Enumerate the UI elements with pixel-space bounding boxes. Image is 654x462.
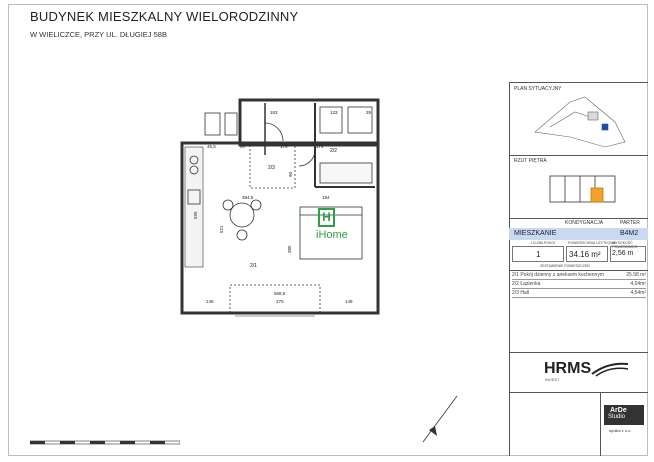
arde-logo <box>604 405 644 425</box>
mieszkanie-code: B4M2 <box>620 230 639 237</box>
dim-45-5: 45,5 <box>207 144 216 149</box>
dim-179: 179 <box>280 144 288 149</box>
kondygnacja-label: KONDYGNACJA <box>565 220 604 226</box>
room-name: 2/1 Pokój dzienny z aneksem kuchennym <box>512 272 604 278</box>
arde-sub: spółka z o.o. <box>609 428 632 433</box>
divider <box>600 392 601 456</box>
dim-599: 599 <box>193 211 198 219</box>
height-value: 2,56 m <box>612 250 634 257</box>
room-list-item <box>512 280 646 289</box>
room-area: 25.58 m² <box>626 272 646 278</box>
ihome-name: iHome <box>316 229 348 241</box>
room-list-item <box>512 271 646 280</box>
col-height-label: WYSOKOŚĆ POMIESZCZEŃ <box>612 241 638 249</box>
arde-brand: ArDe <box>610 407 627 414</box>
dim-149b: 149 <box>345 299 353 304</box>
rzut-pietra-label: RZUT PIĘTRA <box>514 158 547 164</box>
dim-90: 90 <box>288 171 293 177</box>
kondygnacja-value: PARTER <box>620 220 640 226</box>
room-2-1: 2/1 <box>250 263 257 269</box>
room-name: 2/3 Hall <box>512 290 529 296</box>
dim-184: 184 <box>322 195 330 200</box>
hrms-swoosh-icon <box>590 360 630 378</box>
dim-384-5: 384,5 <box>242 195 254 200</box>
room-list <box>512 271 646 298</box>
dim-174: 174 <box>316 144 324 149</box>
scale-bar <box>30 440 180 446</box>
floor-key-plan <box>545 168 625 210</box>
col-area-label: POWIERZCHNIA UŻYTKOWA <box>568 241 616 245</box>
room-list-item <box>512 289 646 298</box>
room-area: 4,54m² <box>630 290 646 296</box>
north-arrow-icon <box>415 390 465 450</box>
floor-plan <box>170 95 390 330</box>
room-2-3: 2/3 <box>268 165 275 171</box>
site-plan-map <box>530 92 630 152</box>
dim-521: 521 <box>219 225 224 233</box>
room-area: 4,04m² <box>630 281 646 287</box>
area-value: 34.16 m² <box>569 250 601 259</box>
document-subtitle: W WIELICZCE, PRZY UL. DŁUGIEJ 58B <box>30 30 167 39</box>
ihome-logo <box>316 208 350 254</box>
dim-270: 270 <box>276 299 284 304</box>
hrms-sub: INVEST <box>545 377 560 382</box>
divider <box>509 392 510 456</box>
rooms-count: 1 <box>536 250 541 259</box>
arde-brand-2: Studio <box>608 414 626 420</box>
room-name: 2/2 Łazienka <box>512 281 541 287</box>
dim-149a: 149 <box>206 299 214 304</box>
dim-385: 385 <box>287 245 292 253</box>
col-rooms-label: LICZBA POKOI <box>531 241 556 245</box>
ihome-letter-box <box>318 208 335 227</box>
mieszkanie-label: MIESZKANIE <box>514 230 557 237</box>
zestawienie-label: ZESTAWIENIE POMIESZCZEŃ <box>540 264 590 268</box>
dim-39: 39 <box>366 110 372 115</box>
dim-60: 60 <box>240 144 246 149</box>
hrms-logo: HRMS <box>544 360 592 377</box>
plan-sytuacyjny-label: PLAN SYTUACYJNY <box>514 86 562 92</box>
ihome-letter: H <box>322 210 331 224</box>
document-title: BUDYNEK MIESZKALNY WIELORODZINNY <box>30 9 299 24</box>
dim-183: 183 <box>270 110 278 115</box>
room-2-2: 2/2 <box>330 148 337 154</box>
dim-568-5: 568,5 <box>274 291 286 296</box>
dim-133: 133 <box>330 110 338 115</box>
